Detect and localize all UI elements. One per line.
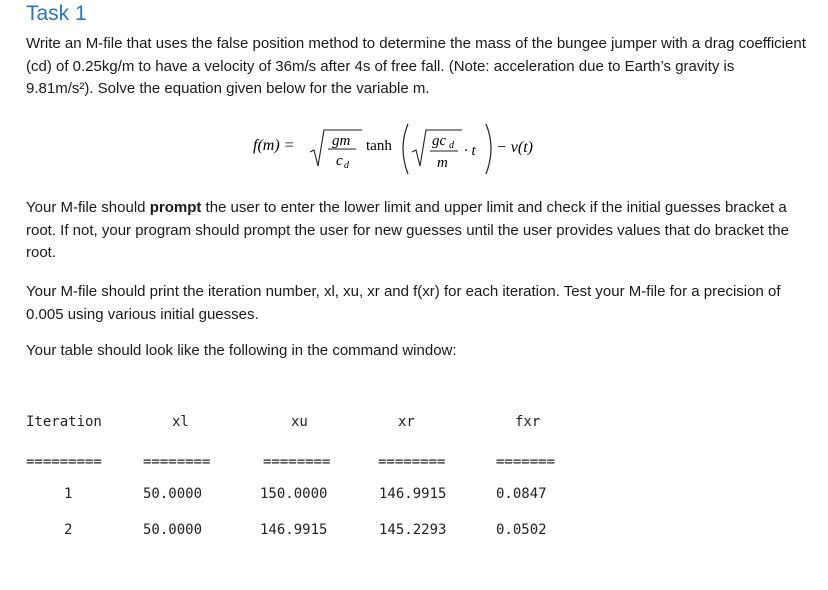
header-iteration: Iteration xyxy=(26,414,102,430)
equation-rhs: − v(t) xyxy=(496,139,533,156)
table-cell: 2 xyxy=(64,522,73,538)
table-cell: 146.9915 xyxy=(260,522,328,538)
print-instructions: Your M-file should print the iteration number, xl, xu, xr and f(xr) for each iteration. Test your M-file for a precision of 0.005 using various initial guesses. xyxy=(26,283,781,323)
table-intro: Your table should look like the following in the command window: xyxy=(26,342,457,359)
separator: ======= xyxy=(496,454,556,470)
header-fxr: fxr xyxy=(515,414,541,430)
header-xl: xl xyxy=(172,414,189,430)
separator: ========= xyxy=(26,454,102,470)
emphasis-prompt: prompt xyxy=(149,199,202,216)
table-cell: 0.0847 xyxy=(496,486,547,502)
equation xyxy=(250,118,570,178)
equation-t: · t xyxy=(464,143,476,159)
equation-den1: c xyxy=(336,153,343,169)
equation-den2: m xyxy=(437,155,448,171)
separator: ======== xyxy=(378,454,446,470)
table-cell: 50.0000 xyxy=(143,486,203,502)
prompt-instructions: Your M-file should prompt the user to enter the lower limit and upper limit and check if the initial guesses bracket a root. If not, your program should prompt the user for new guesses until the user provides values that do bracket the root. xyxy=(26,199,789,261)
table-cell: 1 xyxy=(64,486,73,502)
header-xr: xr xyxy=(398,414,415,430)
equation-lhs: f(m) = xyxy=(253,137,295,154)
equation-den1-sub: d xyxy=(344,160,349,171)
header-xu: xu xyxy=(291,414,308,430)
equation-num2-sub: d xyxy=(449,140,454,151)
table-cell: 50.0000 xyxy=(143,522,203,538)
equation-tanh: tanh xyxy=(366,138,392,154)
table-cell: 0.0502 xyxy=(496,522,547,538)
table-cell: 146.9915 xyxy=(379,486,447,502)
separator: ======== xyxy=(263,454,331,470)
table-cell: 150.0000 xyxy=(260,486,328,502)
equation-num1: gm xyxy=(332,133,351,149)
task-title: Task 1 xyxy=(26,2,87,25)
separator: ======== xyxy=(143,454,211,470)
table-cell: 145.2293 xyxy=(379,522,447,538)
task-description: Write an M-file that uses the false position method to determine the mass of the bungee jumper with a drag coefficient (cd) of 0.25kg/m to have a velocity of 36m/s after 4s of free fall. (Note: acceleration due to Earth’s gravity is 9.81m/s²). Solve the equation given below for the variable m. xyxy=(26,35,806,97)
equation-num2: gc xyxy=(432,133,447,149)
